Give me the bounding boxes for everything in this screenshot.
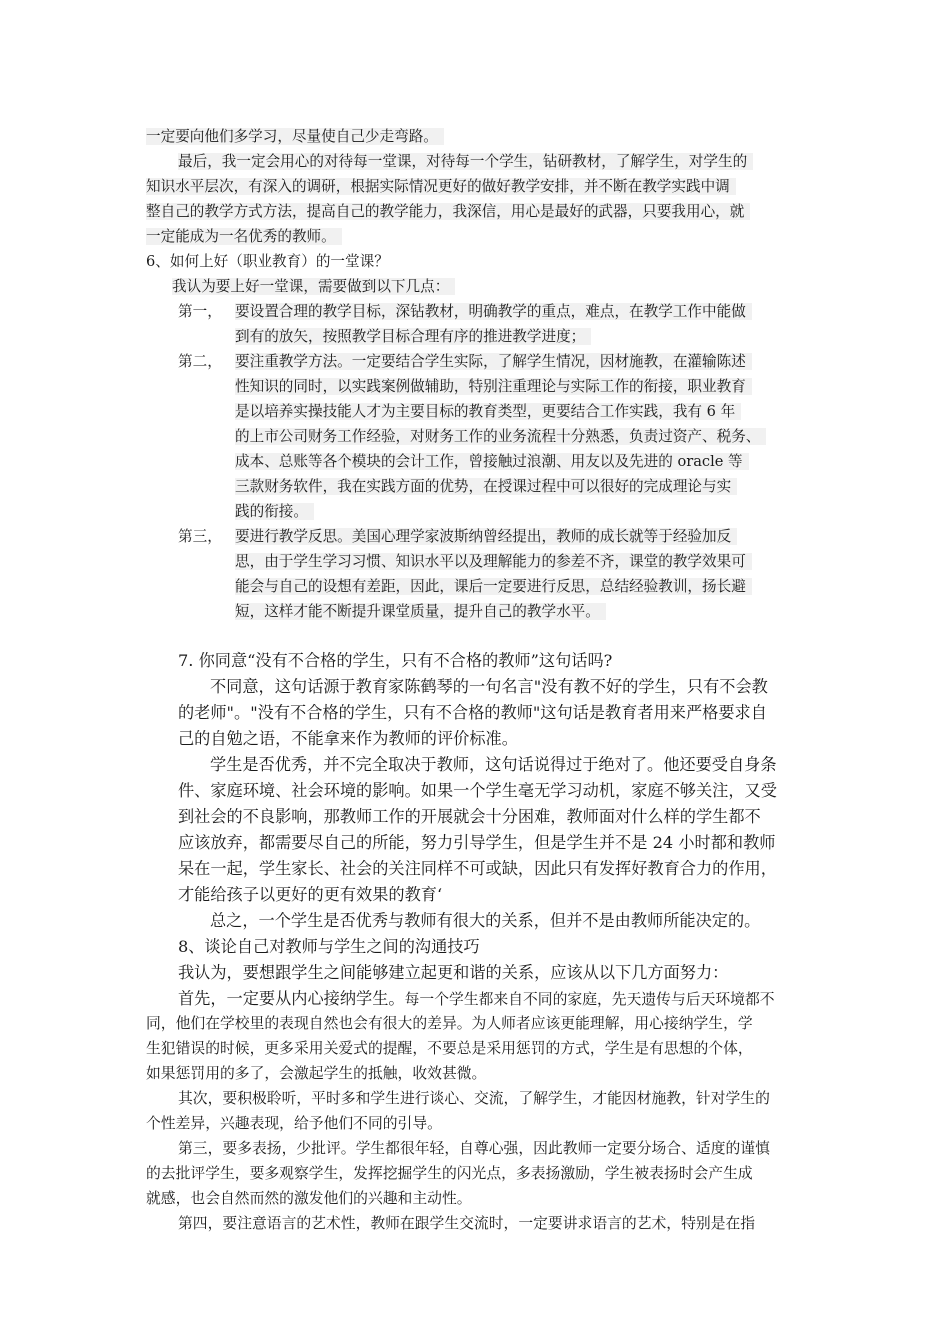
list-marker: 第一，	[178, 303, 222, 320]
section-heading: 8、谈论自己对教师与学生之间的沟通技巧	[178, 937, 480, 956]
list-item-line: 要注重教学方法。一定要结合学生实际，了解学生情况，因材施教，在灌输陈述	[235, 350, 752, 374]
paragraph-line: 整自己的教学方式方法，提高自己的教学能力，我深信，用心是最好的武器，只要我用心，就	[146, 200, 750, 224]
paragraph-line: 才能给孩子以更好的更有效果的教育‘	[178, 885, 443, 904]
paragraph-line: 的去批评学生，要多观察学生，发挥挖掘学生的闪光点，多表扬激励，学生被表扬时会产生成	[146, 1165, 753, 1182]
paragraph-line: 的老师"。"没有不合格的学生，只有不合格的教师"这句话是教育者用来严格要求自	[178, 703, 767, 722]
paragraph-line: 个性差异，兴趣表现，给予他们不同的引导。	[146, 1115, 442, 1132]
paragraph-line: 生犯错误的时候，更多采用关爱式的提醒，不要总是采用惩罚的方式，学生是有思想的个体，	[146, 1040, 753, 1057]
paragraph-line: 件、家庭环境、社会环境的影响。如果一个学生毫无学习动机，家庭不够关注，又受	[178, 781, 777, 800]
paragraph-line: 最后，我一定会用心的对待每一堂课，对待每一个学生，钻研教材，了解学生，对学生的	[178, 150, 753, 174]
section-heading: 7. 你同意“没有不合格的学生，只有不合格的教师”这句话吗?	[178, 651, 613, 670]
list-item-line: 思，由于学生学习习惯、知识水平以及理解能力的参差不齐，课堂的教学效果可	[235, 550, 752, 574]
list-item-line: 短，这样才能不断提升课堂质量，提升自己的教学水平。	[235, 600, 606, 624]
paragraph-line: 总之，一个学生是否优秀与教师有很大的关系，但并不是由教师所能决定的。	[210, 911, 761, 930]
list-item-line: 到有的放矢，按照教学目标合理有序的推进教学进度；	[235, 325, 591, 349]
paragraph-line: 应该放弃，都需要尽自己的所能，努力引导学生，但是学生并不是 24 小时都和教师	[178, 833, 776, 852]
paragraph-line: 一定要向他们多学习，尽量使自己少走弯路。	[146, 125, 444, 149]
paragraph-line: 呆在一起，学生家长、社会的关注同样不可或缺，因此只有发挥好教育合力的作用，	[178, 859, 777, 878]
paragraph-line: 知识水平层次，有深入的调研，根据实际情况更好的做好教学安排，并不断在教学实践中调	[146, 175, 736, 199]
paragraph-line: 己的自勉之语，不能拿来作为教师的评价标准。	[178, 729, 518, 748]
paragraph-line: 我认为要上好一堂课，需要做到以下几点：	[172, 275, 455, 299]
list-item-line: 的上市公司财务工作经验，对财务工作的业务流程十分熟悉，负责过资产、税务、	[235, 425, 766, 449]
paragraph-line: 不同意，这句话源于教育家陈鹤琴的一句名言"没有教不好的学生，只有不会教	[210, 677, 768, 696]
list-item-line: 要进行教学反思。美国心理学家波斯纳曾经提出，教师的成长就等于经验加反	[235, 525, 737, 549]
list-item-line: 能会与自己的设想有差距，因此，课后一定要进行反思，总结经验教训，扬长避	[235, 575, 752, 599]
list-item-line: 是以培养实操技能人才为主要目标的教育类型，更要结合工作实践，我有 6 年	[235, 400, 741, 424]
paragraph-line: 一定能成为一名优秀的教师。	[146, 225, 342, 249]
paragraph-line: 如果惩罚用的多了，会激起学生的抵触，收效甚微。	[146, 1065, 487, 1082]
paragraph-line: 学生是否优秀，并不完全取决于教师，这句话说得过于绝对了。他还要受自身条	[210, 755, 777, 774]
list-item-line: 性知识的同时，以实践案例做辅助，特别注重理论与实际工作的衔接，职业教育	[235, 375, 752, 399]
paragraph-line: 到社会的不良影响，那教师工作的开展就会十分困难，教师面对什么样的学生都不	[178, 807, 761, 826]
paragraph-line: 第四，要注意语言的艺术性，教师在跟学生交流时，一定要讲求语言的艺术，特别是在指	[178, 1215, 756, 1232]
list-item-line: 三款财务软件，我在实践方面的优势，在授课过程中可以很好的完成理论与实	[235, 475, 737, 499]
paragraph-line: 我认为，要想跟学生之间能够建立起更和谐的关系，应该从以下几方面努力：	[178, 963, 729, 982]
list-item-line: 践的衔接。	[235, 500, 314, 524]
paragraph-line: 首先，一定要从内心接纳学生。每一个学生都来自不同的家庭，先天遗传与后天环境都不	[178, 989, 775, 1008]
list-item-line: 成本、总账等各个模块的会计工作，曾接触过浪潮、用友以及先进的 oracle 等	[235, 450, 749, 474]
list-item-line: 要设置合理的教学目标，深钻教材，明确教学的重点，难点，在教学工作中能做	[235, 300, 752, 324]
list-marker: 第三，	[178, 528, 222, 545]
list-marker: 第二，	[178, 353, 222, 370]
paragraph-line: 就感，也会自然而然的激发他们的兴趣和主动性。	[146, 1190, 472, 1207]
paragraph-line: 同，他们在学校里的表现自然也会有很大的差异。为人师者应该更能理解，用心接纳学生，学	[146, 1015, 753, 1032]
section-heading: 6、如何上好（职业教育）的一堂课？	[146, 253, 389, 270]
paragraph-line: 第三，要多表扬，少批评。学生都很年轻，自尊心强，因此教师一定要分场合、适度的谨慎	[178, 1140, 770, 1157]
paragraph-line: 其次，要积极聆听，平时多和学生进行谈心、交流，了解学生，才能因材施教，针对学生的	[178, 1090, 770, 1107]
